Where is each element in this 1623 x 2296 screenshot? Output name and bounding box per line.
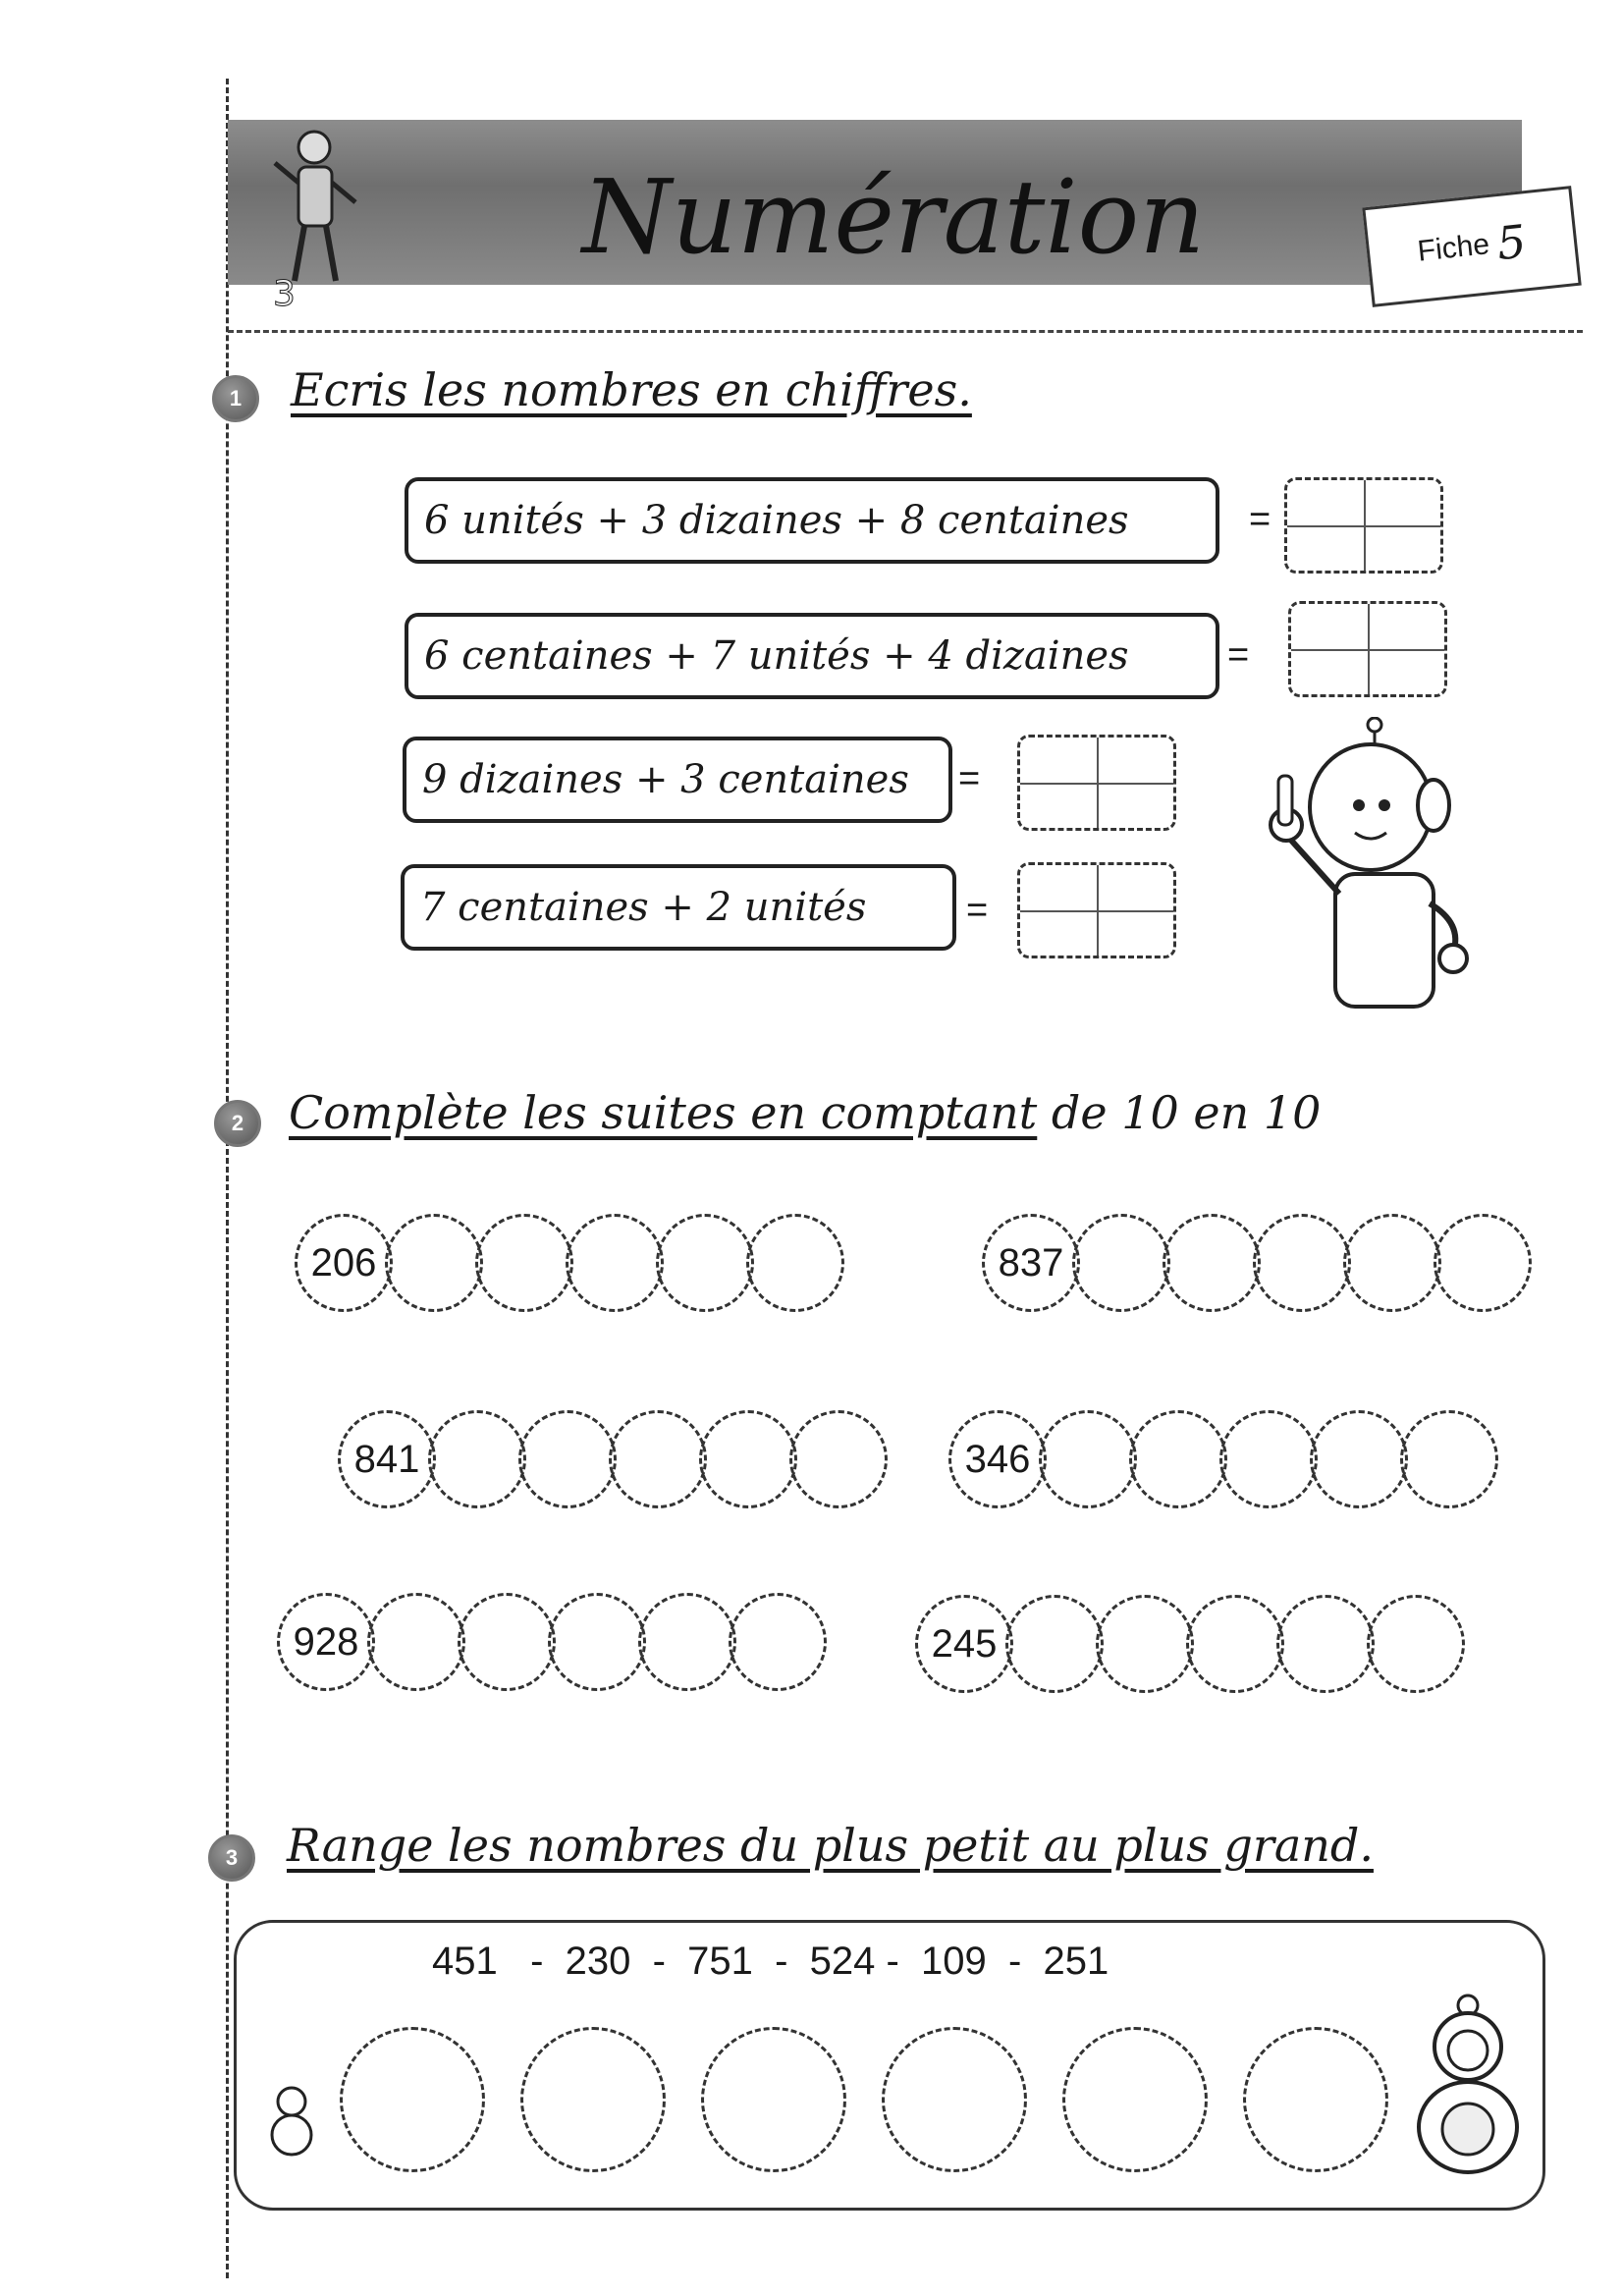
sequence-blank[interactable] (385, 1214, 483, 1312)
exercise-1-row-3: 9 dizaines + 3 centaines (403, 737, 952, 823)
numbers-to-order: 451 - 230 - 751 - 524 - 109 - 251 (432, 1940, 1109, 1983)
sequence-blank[interactable] (1367, 1595, 1465, 1693)
exercise-1-badge: 1 (212, 375, 259, 422)
robot-illustration-icon (1257, 717, 1483, 1021)
equals-sign-4: = (966, 890, 989, 931)
sequence-841 (338, 1410, 888, 1508)
sequence-blank[interactable] (609, 1410, 707, 1508)
sequence-blank[interactable] (1072, 1214, 1170, 1312)
order-slot[interactable] (1062, 2027, 1208, 2172)
sequence-start: 841 (338, 1410, 436, 1508)
exercise-3-instruction-text: Range les nombres du plus petit au plus grand. (287, 1819, 1374, 1872)
sequence-blank[interactable] (1186, 1595, 1284, 1693)
equals-sign-3: = (958, 758, 981, 799)
sequence-start: 837 (982, 1214, 1080, 1312)
answer-box-4[interactable] (1017, 862, 1176, 958)
exercise-1-instruction (291, 363, 972, 416)
sequence-blank[interactable] (1343, 1214, 1441, 1312)
sequence-blank[interactable] (1434, 1214, 1532, 1312)
sequence-blank[interactable] (518, 1410, 617, 1508)
answer-box-1[interactable] (1284, 477, 1443, 574)
sequence-blank[interactable] (1163, 1214, 1261, 1312)
exercise-2-instruction-rest: de 10 en 10 (1037, 1086, 1322, 1139)
sequence-blank[interactable] (1400, 1410, 1498, 1508)
sequence-blank[interactable] (656, 1214, 754, 1312)
small-doll-icon (267, 2080, 316, 2159)
sequence-245 (915, 1595, 1465, 1693)
order-slot[interactable] (882, 2027, 1027, 2172)
order-slot[interactable] (1243, 2027, 1388, 2172)
order-slot[interactable] (701, 2027, 846, 2172)
sequence-blank[interactable] (638, 1593, 736, 1691)
sequence-blank[interactable] (566, 1214, 664, 1312)
sequence-blank[interactable] (1219, 1410, 1318, 1508)
sequence-blank[interactable] (458, 1593, 556, 1691)
sequence-start: 245 (915, 1595, 1013, 1693)
answer-box-2[interactable] (1288, 601, 1447, 697)
sequence-blank[interactable] (729, 1593, 827, 1691)
robot-mascot-icon (265, 124, 373, 310)
page-title: Numération (581, 157, 1206, 277)
exercise-2-badge: 2 (214, 1100, 261, 1147)
sequence-blank[interactable] (1129, 1410, 1227, 1508)
fiche-text: Fiche (1416, 228, 1491, 268)
sequence-blank[interactable] (1005, 1595, 1104, 1693)
sequence-blank[interactable] (1039, 1410, 1137, 1508)
sequence-206 (295, 1214, 844, 1312)
fiche-number: 5 (1494, 214, 1529, 271)
sequence-blank[interactable] (1310, 1410, 1408, 1508)
equals-sign-1: = (1249, 499, 1271, 540)
sequence-346 (948, 1410, 1498, 1508)
exercise-1-row-2: 6 centaines + 7 unités + 4 dizaines (405, 613, 1219, 699)
exercise-1-row-1: 6 unités + 3 dizaines + 8 centaines (405, 477, 1219, 564)
sequence-start: 928 (277, 1593, 375, 1691)
sequence-blank[interactable] (789, 1410, 888, 1508)
sequence-837 (982, 1214, 1532, 1312)
svg-text:3: 3 (273, 274, 296, 310)
sequence-blank[interactable] (1096, 1595, 1194, 1693)
exercise-1-row-4: 7 centaines + 2 unités (401, 864, 956, 951)
exercise-3-badge: 3 (208, 1834, 255, 1882)
sequence-928 (277, 1593, 827, 1691)
sequence-blank[interactable] (699, 1410, 797, 1508)
exercise-2-instruction-underlined: Complète les suites en comptant (289, 1086, 1038, 1139)
sequence-blank[interactable] (1276, 1595, 1375, 1693)
sequence-blank[interactable] (428, 1410, 526, 1508)
sequence-blank[interactable] (548, 1593, 646, 1691)
order-slot[interactable] (340, 2027, 485, 2172)
order-slot[interactable] (520, 2027, 666, 2172)
answer-box-3[interactable] (1017, 735, 1176, 831)
fiche-label (1362, 186, 1581, 307)
exercise-2-instruction (289, 1086, 1321, 1139)
sequence-blank[interactable] (475, 1214, 573, 1312)
sequence-start: 206 (295, 1214, 393, 1312)
sequence-blank[interactable] (367, 1593, 465, 1691)
equals-sign-2: = (1227, 634, 1250, 676)
large-doll-icon (1414, 1990, 1522, 2176)
sequence-start: 346 (948, 1410, 1047, 1508)
exercise-3-instruction (287, 1819, 1374, 1872)
sequence-blank[interactable] (1253, 1214, 1351, 1312)
sequence-blank[interactable] (746, 1214, 844, 1312)
separator-line (228, 330, 1583, 333)
exercise-1-instruction-text: Ecris les nombres en chiffres. (291, 363, 972, 416)
